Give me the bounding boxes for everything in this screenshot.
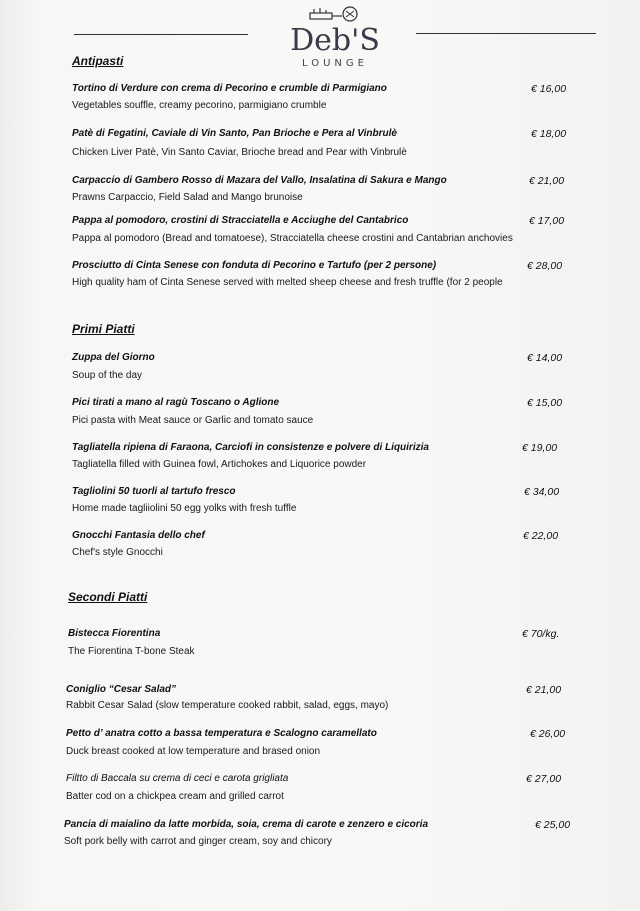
item-italian-name: Zuppa del Giorno (72, 352, 155, 363)
item-italian-name: Coniglio “Cesar Salad” (66, 684, 177, 695)
item-english-description: Pappa al pomodoro (Bread and tomatoese), Stracciatella cheese crostini and Cantabrian anchovies (72, 233, 513, 244)
item-italian-name: Prosciutto di Cinta Senese con fonduta di Pecorino e Tartufo (per 2 persone) (72, 260, 437, 271)
item-italian-name: Patè di Fegatini, Caviale di Vin Santo, Pan Brioche e Pera al Vinbrulè (72, 128, 397, 139)
item-italian-name: Pici tirati a mano al ragù Toscano o Aglione (72, 397, 280, 408)
brand-subtitle: LOUNGE (302, 58, 368, 69)
item-english-description: Tagliatella filled with Guinea fowl, Artichokes and Liquorice powder (72, 459, 367, 470)
item-italian-name: Pancia di maialino da latte morbida, soia, crema di carote e zenzero e cicoria (64, 819, 429, 830)
brand-name: Deb'S (290, 23, 380, 58)
item-price: € 27,00 (526, 773, 562, 785)
item-price: € 18,00 (531, 128, 567, 140)
item-italian-name: Pappa al pomodoro, crostini di Stracciatella e Acciughe del Cantabrico (72, 215, 409, 226)
item-english-description: The Fiorentina T-bone Steak (68, 646, 195, 657)
header-rule-left (74, 34, 248, 35)
logo-emblem-icon (306, 4, 366, 22)
item-italian-name: Tagliolini 50 tuorli al tartufo fresco (72, 486, 236, 497)
item-price: € 70/kg. (522, 628, 560, 640)
item-english-description: Chef's style Gnocchi (72, 547, 163, 558)
item-english-description: Pici pasta with Meat sauce or Garlic and tomato sauce (72, 415, 314, 426)
item-italian-name: Tagliatella ripiena di Faraona, Carciofi in consistenze e polvere di Liquirizia (72, 442, 429, 453)
item-english-description: Soft pork belly with carrot and ginger cream, soy and chicory (64, 836, 332, 847)
section-title-antipasti: Antipasti (72, 54, 124, 68)
item-price: € 28,00 (527, 260, 563, 272)
item-english-description: Soup of the day (72, 370, 143, 381)
item-english-description: Rabbit Cesar Salad (slow temperature cooked rabbit, salad, eggs, mayo) (66, 700, 389, 711)
item-price: € 21,00 (526, 684, 562, 696)
item-english-description: Vegetables souffle, creamy pecorino, parmigiano crumble (72, 100, 327, 111)
item-english-description: Home made tagliiolini 50 egg yolks with fresh tuffle (72, 503, 297, 514)
item-italian-name: Gnocchi Fantasia dello chef (72, 530, 205, 541)
header-rule-right (416, 33, 596, 34)
restaurant-logo (280, 2, 390, 74)
item-italian-name: Carpaccio di Gambero Rosso di Mazara del Vallo, Insalatina di Sakura e Mango (72, 175, 447, 186)
item-english-description: Chicken Liver Patè, Vin Santo Caviar, Brioche bread and Pear with Vinbrulè (72, 147, 407, 158)
item-price: € 16,00 (531, 83, 567, 95)
item-price: € 25,00 (535, 819, 571, 831)
item-italian-name: Petto d’ anatra cotto a bassa temperatura e Scalogno caramellato (66, 728, 377, 739)
item-price: € 17,00 (529, 215, 565, 227)
item-price: € 34,00 (524, 486, 560, 498)
item-italian-name: Filtto di Baccala su crema di ceci e carota grigliata (66, 773, 289, 784)
item-italian-name: Bistecca Fiorentina (68, 628, 161, 639)
item-price: € 22,00 (523, 530, 559, 542)
section-title-primi: Primi Piatti (72, 322, 135, 336)
item-price: € 21,00 (529, 175, 565, 187)
item-english-description: High quality ham of Cinta Senese served with melted sheep cheese and fresh truffle (for 2 people (72, 277, 503, 288)
section-title-secondi: Secondi Piatti (68, 590, 148, 604)
item-english-description: Prawns Carpaccio, Field Salad and Mango brunoise (72, 192, 303, 203)
item-price: € 14,00 (527, 352, 563, 364)
item-english-description: Duck breast cooked at low temperature and brased onion (66, 746, 321, 757)
item-price: € 19,00 (522, 442, 558, 454)
item-english-description: Batter cod on a chickpea cream and grilled carrot (66, 791, 284, 802)
item-price: € 15,00 (527, 397, 563, 409)
item-price: € 26,00 (530, 728, 566, 740)
item-italian-name: Tortino di Verdure con crema di Pecorino e crumble di Parmigiano (72, 83, 387, 94)
